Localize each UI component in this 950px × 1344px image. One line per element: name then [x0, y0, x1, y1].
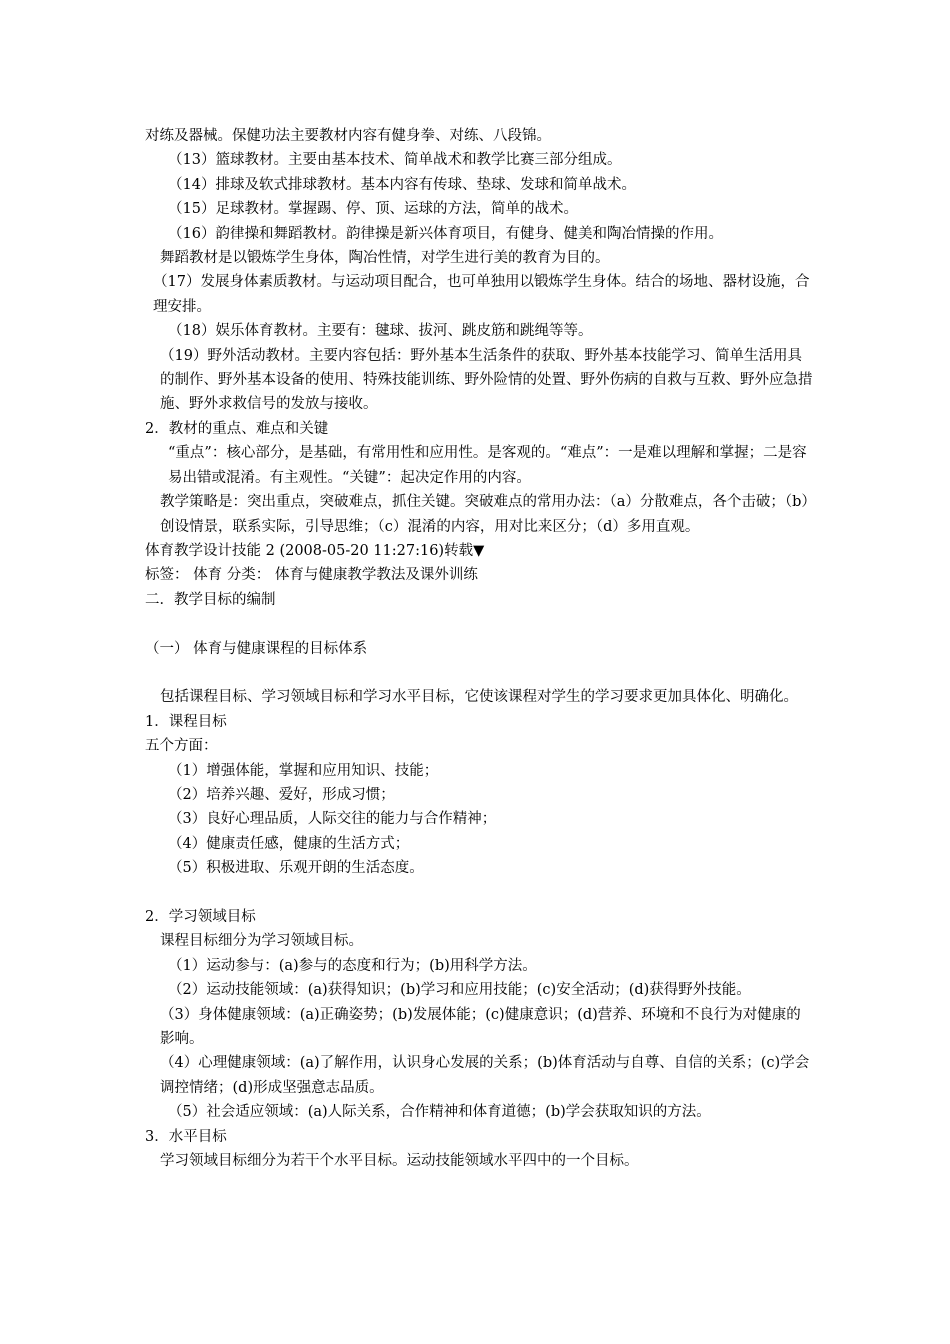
- list-item: （5）积极进取、乐观开朗的生活态度。: [168, 860, 424, 877]
- list-item: （4）健康责任感，健康的生活方式；: [168, 835, 410, 852]
- text-line: （15）足球教材。掌握踢、停、顶、运球的方法，简单的战术。: [168, 201, 578, 218]
- blog-tags-line: 标签： 体育 分类： 体育与健康教学教法及课外训练: [145, 567, 478, 584]
- list-item: （5）社会适应领域：(a)人际关系，合作精神和体育道德；(b)学会获取知识的方法。: [168, 1104, 711, 1121]
- subsection-heading: （一） 体育与健康课程的目标体系: [145, 640, 368, 657]
- list-item: （1）运动参与：(a)参与的态度和行为；(b)用科学方法。: [168, 957, 537, 974]
- section-heading: 二．教学目标的编制: [145, 591, 276, 608]
- text-line: （14）排球及软式排球教材。基本内容有传球、垫球、发球和简单战术。: [168, 176, 636, 193]
- paragraph: “重点”：核心部分，是基础，有常用性和应用性。是客观的。“难点”：一是难以理解和掌握；二是容易出错或混淆。有主观性。“关键”：起决定作用的内容。: [168, 445, 807, 486]
- text-line: 舞蹈教材是以锻炼学生身体，陶冶性情，对学生进行美的教育为目的。: [160, 250, 610, 267]
- blog-post-title: 体育教学设计技能 2 (2008-05-20 11:27:16)转载▼: [145, 542, 485, 559]
- text-line: 五个方面：: [145, 738, 218, 755]
- document-body: [145, 124, 813, 1173]
- text-line: 课程目标细分为学习领域目标。: [160, 933, 363, 950]
- section-heading: 2．学习领域目标: [145, 908, 256, 925]
- text-line: 学习领域目标细分为若干个水平目标。运动技能领域水平四中的一个目标。: [160, 1153, 639, 1170]
- list-item: （2）运动技能领域：(a)获得知识；(b)学习和应用技能；(c)安全活动；(d)获得野外技能。: [168, 982, 751, 999]
- section-heading: 1．课程目标: [145, 713, 227, 730]
- text-line: 对练及器械。保健功法主要教材内容有健身拳、对练、八段锦。: [145, 128, 551, 144]
- list-item: （4）心理健康领域：(a)了解作用，认识身心发展的关系；(b)体育活动与自尊、自信的关系；(c)学会调控情绪；(d)形成坚强意志品质。: [160, 1055, 810, 1096]
- text-line: （16）韵律操和舞蹈教材。韵律操是新兴体育项目，有健身、健美和陶冶情操的作用。: [168, 225, 723, 242]
- list-item: （1）增强体能，掌握和应用知识、技能；: [168, 762, 439, 779]
- text-line: （18）娱乐体育教材。主要有：毽球、拔河、跳皮筋和跳绳等等。: [168, 323, 593, 340]
- list-item: （3）良好心理品质，人际交往的能力与合作精神；: [168, 811, 497, 828]
- blank-line: [145, 881, 813, 905]
- paragraph: 包括课程目标、学习领域目标和学习水平目标，它使该课程对学生的学习要求更加具体化、明确化。: [160, 689, 798, 706]
- paragraph: （19）野外活动教材。主要内容包括：野外基本生活条件的获取、野外基本技能学习、简单生活用具的制作、野外基本设备的使用、特殊技能训练、野外险情的处置、野外伤病的自救与互救、野外应急措施、野外求救信号的发放与接收。: [160, 347, 813, 413]
- section-heading: 2．教材的重点、难点和关键: [145, 420, 329, 437]
- paragraph: （17）发展身体素质教材。与运动项目配合，也可单独用以锻炼学生身体。结合的场地、器材设施，合理安排。: [153, 274, 810, 315]
- paragraph: 教学策略是：突出重点，突破难点，抓住关键。突破难点的常用办法：（a）分散难点，各个击破；（b）创设情景，联系实际，引导思维；（c）混淆的内容，用对比来区分；（d）多用直观。: [160, 494, 809, 535]
- text-line: （13）篮球教材。主要由基本技术、简单战术和教学比赛三部分组成。: [168, 152, 622, 169]
- section-heading: 3．水平目标: [145, 1128, 227, 1145]
- list-item: （3）身体健康领域：(a)正确姿势；(b)发展体能；(c)健康意识；(d)营养、环境和不良行为对健康的影响。: [160, 1006, 801, 1047]
- blank-line: [145, 612, 813, 636]
- list-item: （2）培养兴趣、爱好，形成习惯；: [168, 786, 395, 803]
- blank-line: [145, 661, 813, 685]
